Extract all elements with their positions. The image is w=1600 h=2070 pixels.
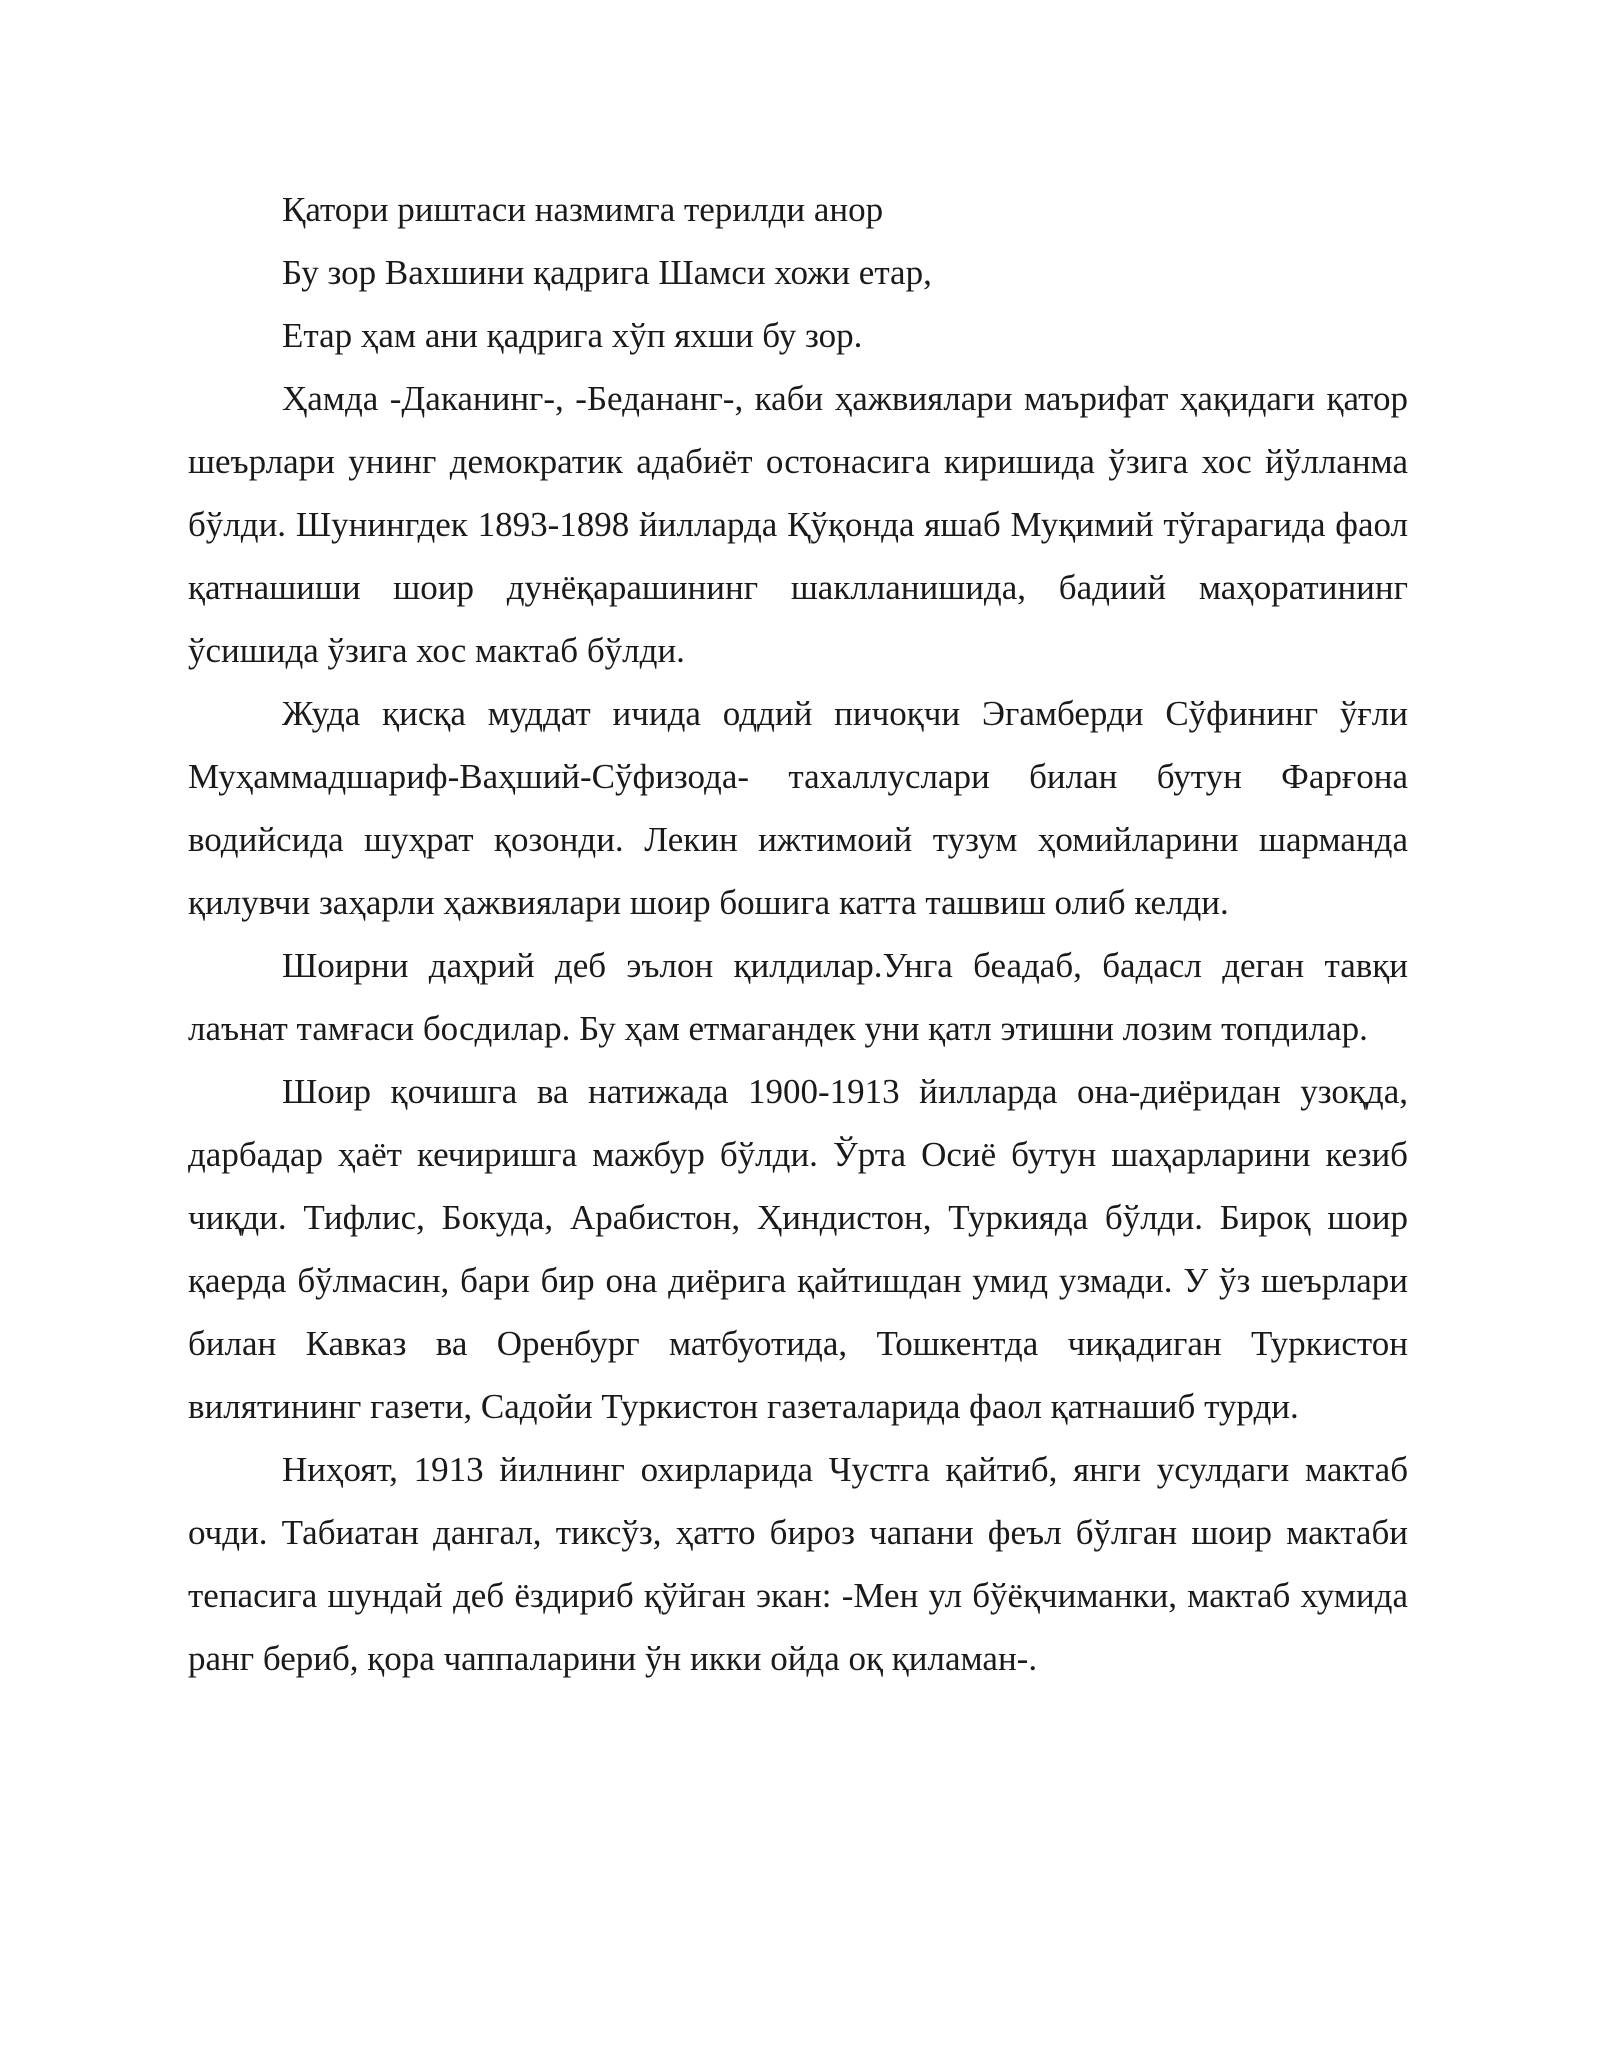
paragraph-4: Шоир қочишга ва натижада 1900-1913 йилларда она-диёридан узоқда, дарбадар ҳаёт кечиришга мажбур бўлди. Ўрта Осиё бутун шаҳарларини кезиб чиқди. Тифлис, Бокуда, Арабистон, Ҳиндистон, Туркияда бўлди. Бироқ шоир қаерда бўлмасин, бари бир она диёрига қайтишдан умид узмади. У ўз шеърлари билан Кавказ ва Оренбург матбуотида, Тошкентда чиқадиган Туркистон вилятининг газети, Садойи Туркистон газеталарида фаол қатнашиб турди. (188, 1072, 1408, 1426)
paragraph-2: Жуда қисқа муддат ичида оддий пичоқчи Эгамберди Сўфининг ўғли Муҳаммадшариф-Ваҳший-Сўфизода- тахаллуслари билан бутун Фарғона водийсида шуҳрат қозонди. Лекин ижтимоий тузум ҳомийларини шарманда қилувчи заҳарли ҳажвиялари шоир бошига катта ташвиш олиб келди. (188, 694, 1408, 922)
verse-line-1: Қатори риштаси назмимга терилди анор (282, 190, 884, 229)
paragraph-3: Шоирни даҳрий деб эълон қилдилар.Унга беадаб, бадасл деган тавқи лаънат тамғаси босдилар. Бу ҳам етмагандек уни қатл этишни лозим топдилар. (188, 946, 1408, 1048)
document-body (188, 178, 1408, 1690)
verse-line-2: Бу зор Вахшини қадрига Шамси хожи етар, (282, 253, 932, 292)
verse-line-3: Етар ҳам ани қадрига хўп яхши бу зор. (282, 316, 863, 355)
paragraph-1: Ҳамда -Даканинг-, -Бедананг-, каби ҳажвиялари маърифат ҳақидаги қатор шеърлари унинг демократик адабиёт остонасига киришида ўзига хос йўлланма бўлди. Шунингдек 1893-1898 йилларда Қўқонда яшаб Муқимий тўгарагида фаол қатнашиши шоир дунёқарашининг шаклланишида, бадиий маҳоратининг ўсишида ўзига хос мактаб бўлди. (188, 379, 1408, 670)
paragraph-5: Ниҳоят, 1913 йилнинг охирларида Чустга қайтиб, янги усулдаги мактаб очди. Табиатан дангал, тиксўз, ҳатто бироз чапани феъл бўлган шоир мактаби тепасига шундай деб ёздириб қўйган экан: -Мен ул бўёқчиманки, мактаб хумида ранг бериб, қора чаппаларини ўн икки ойда оқ қиламан-. (188, 1450, 1408, 1678)
